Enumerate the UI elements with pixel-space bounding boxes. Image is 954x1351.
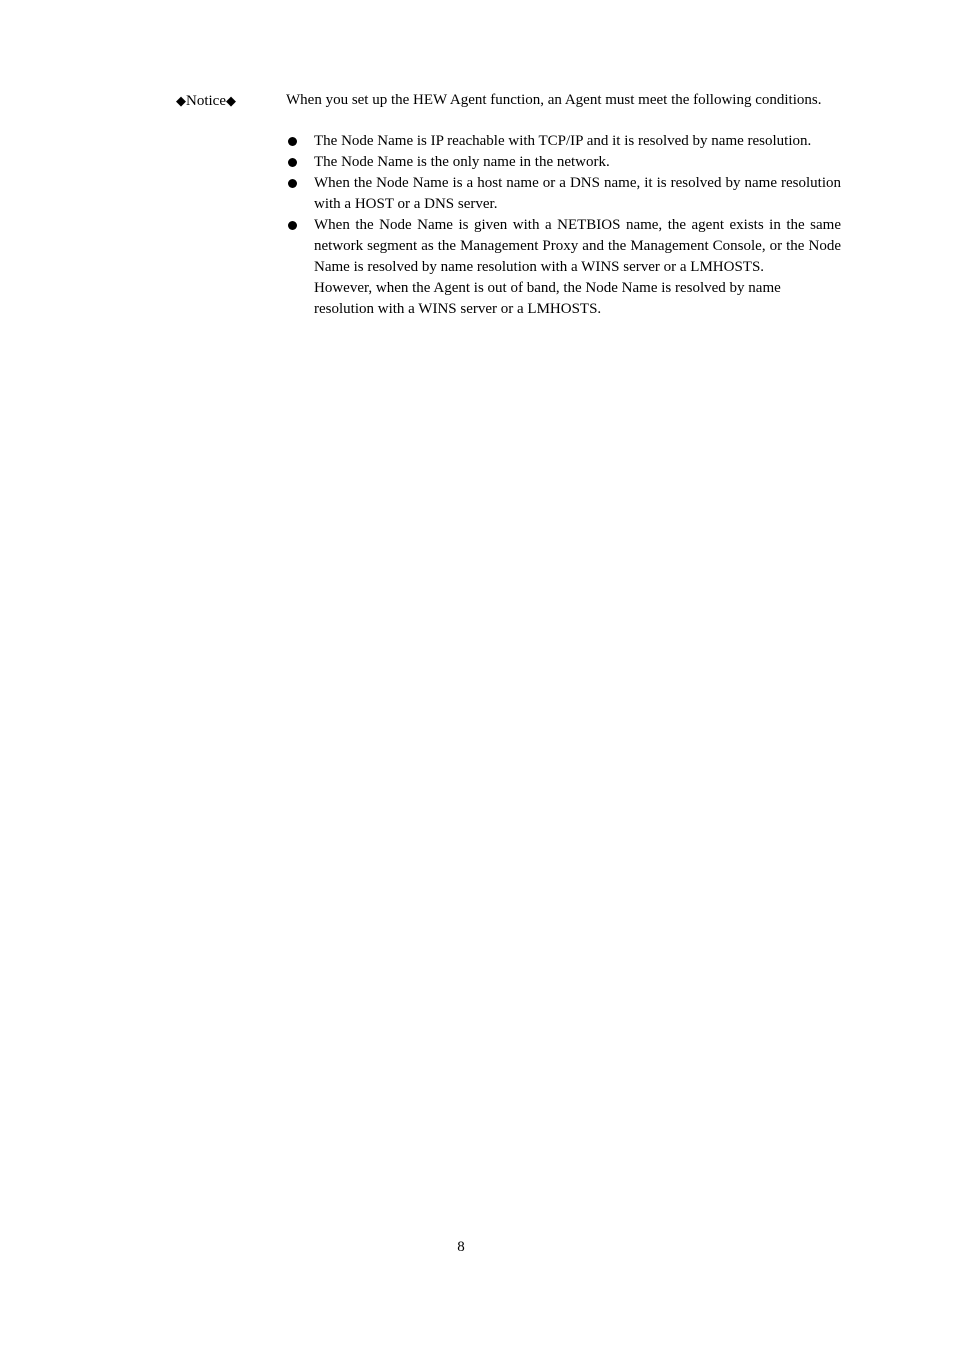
condition-item bbox=[286, 173, 841, 215]
diamond-icon: ◆ bbox=[176, 93, 186, 108]
bullet-icon bbox=[288, 137, 297, 146]
notice-body bbox=[286, 90, 841, 320]
condition-item bbox=[286, 131, 841, 152]
bullet-icon bbox=[288, 179, 297, 188]
bullet-icon bbox=[288, 221, 297, 230]
condition-text: When the Node Name is a host name or a DNS name, it is resolved by name resolution with a HOST or a DNS server. bbox=[314, 175, 841, 212]
notice-label-text: Notice bbox=[186, 93, 226, 109]
notice-heading bbox=[176, 90, 236, 112]
conditions-list bbox=[286, 131, 841, 320]
condition-text: The Node Name is IP reachable with TCP/IP and it is resolved by name resolution. bbox=[314, 133, 812, 149]
condition-note: However, when the Agent is out of band, the Node Name is resolved by name resolution with a WINS server or a LMHOSTS. bbox=[314, 280, 781, 317]
diamond-icon: ◆ bbox=[225, 93, 236, 108]
condition-item bbox=[286, 215, 841, 320]
bullet-icon bbox=[288, 158, 297, 167]
condition-text: The Node Name is the only name in the network. bbox=[314, 154, 610, 170]
condition-text: When the Node Name is given with a NETBIOS name, the agent exists in the same network segment as the Management Proxy and the Management Console, or the Node Name is resolved by name resolution with a WINS server or a LMHOSTS. bbox=[314, 217, 841, 275]
notice-intro: When you set up the HEW Agent function, an Agent must meet the following conditions. bbox=[286, 92, 822, 108]
condition-item bbox=[286, 152, 841, 173]
page-number: 8 bbox=[457, 1239, 465, 1255]
